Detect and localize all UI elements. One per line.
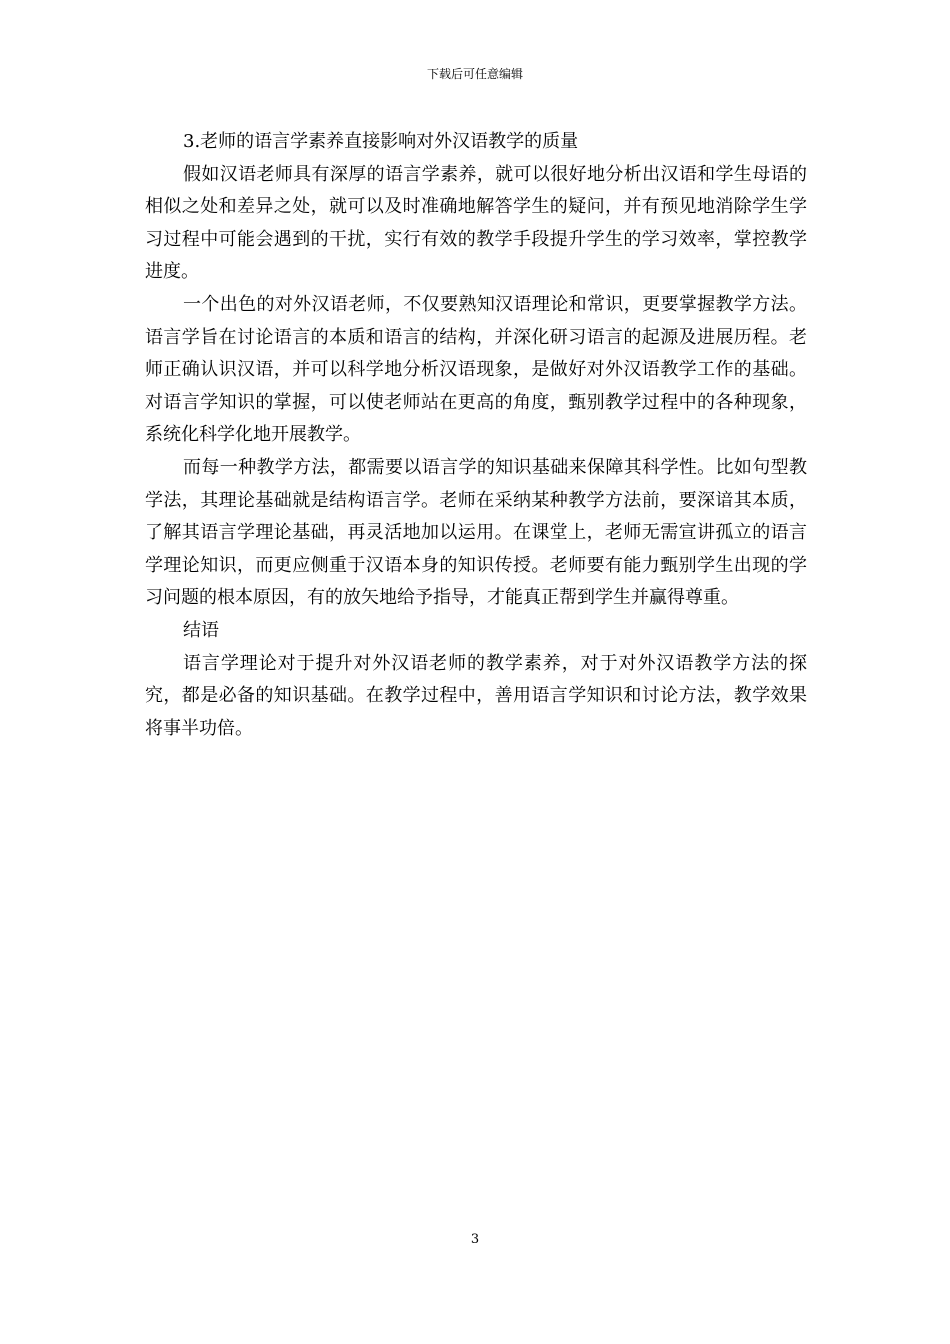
page-header: 下载后可任意编辑 bbox=[426, 67, 523, 81]
conclusion-heading: 结语 bbox=[183, 619, 219, 641]
body-paragraph: 假如汉语老师具有深厚的语言学素养，就可以很好地分析出汉语和学生母语的相似之处和差异之处，就可以及时准确地解答学生的疑问，并有预见地消除学生学习过程中可能会遇到的干扰，实行有效的教学手段提升学生的学习效率，掌控教学进度。 bbox=[145, 163, 807, 283]
page-number: 3 bbox=[470, 1232, 480, 1247]
section-heading: 3.老师的语言学素养直接影响对外汉语教学的质量 bbox=[183, 131, 579, 152]
body-paragraph: 语言学理论对于提升对外汉语老师的教学素养，对于对外汉语教学方法的探究，都是必备的知识基础。在教学过程中，善用语言学知识和讨论方法，教学效果将事半功倍。 bbox=[145, 652, 807, 739]
body-paragraph: 而每一种教学方法，都需要以语言学的知识基础来保障其科学性。比如句型教学法，其理论基础就是结构语言学。老师在采纳某种教学方法前，要深谙其本质，了解其语言学理论基础，再灵活地加以运用。在课堂上，老师无需宣讲孤立的语言学理论知识，而更应侧重于汉语本身的知识传授。老师要有能力甄别学生出现的学习问题的根本原因，有的放矢地给予指导，才能真正帮到学生并赢得尊重。 bbox=[145, 456, 807, 609]
document-body bbox=[145, 126, 807, 745]
body-paragraph: 一个出色的对外汉语老师，不仅要熟知汉语理论和常识，更要掌握教学方法。语言学旨在讨论语言的本质和语言的结构，并深化研习语言的起源及进展历程。老师正确认识汉语，并可以科学地分析汉语现象，是做好对外汉语教学工作的基础。对语言学知识的掌握，可以使老师站在更高的角度，甄别教学过程中的各种现象，系统化科学化地开展教学。 bbox=[145, 293, 807, 446]
